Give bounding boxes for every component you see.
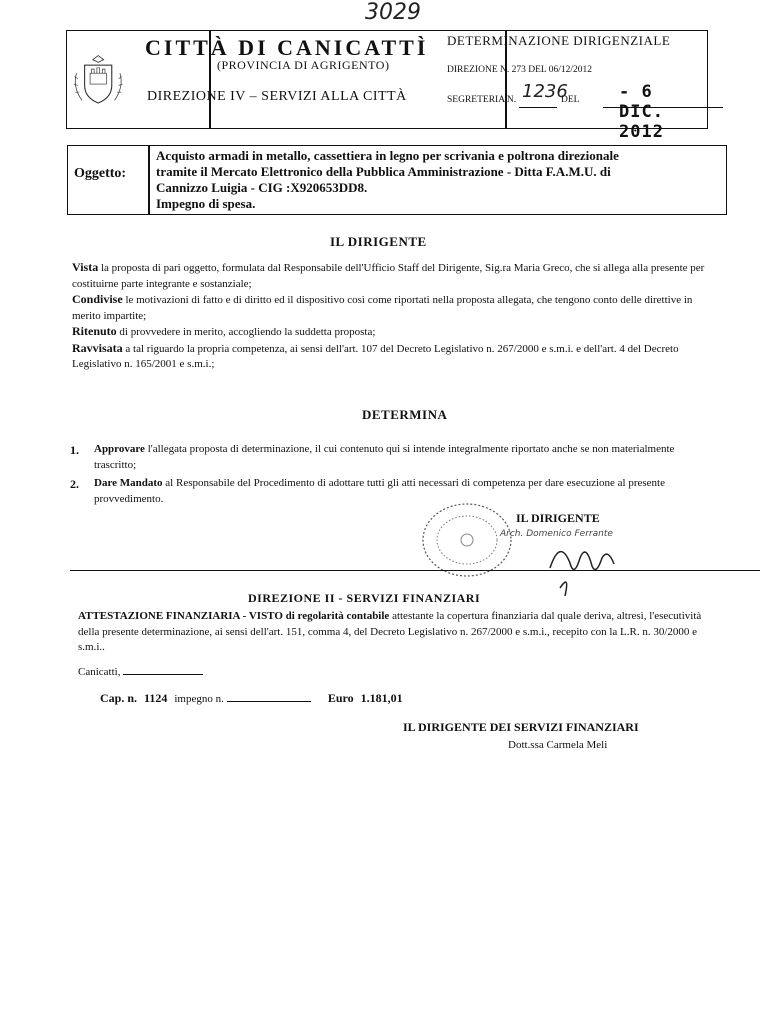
department-name: DIREZIONE IV – SERVIZI ALLA CITTÀ — [147, 89, 407, 104]
province-name: (PROVINCIA DI AGRIGENTO) — [217, 58, 390, 72]
impegno-label: impegno n. — [174, 693, 224, 705]
object-label: Oggetto: — [74, 166, 127, 181]
list-item-number: 1. — [70, 443, 79, 457]
list-item — [70, 442, 720, 476]
list-item-text: Approvare l'allegata proposta di determinazione, il cui contenuto qui si intende integralmente riportato anche se non materialmente trascritto; — [94, 443, 675, 471]
impegno-blank — [227, 701, 311, 702]
preamble-paragraph: Condivise le motivazioni di fatto e di diritto ed il dispositivo così come riportati nella proposta allegata, che tengono conto delle direttive in merito impartite; — [72, 292, 693, 322]
handwritten-page-number: 3029 — [365, 0, 421, 25]
finance-place: Canicattì, — [78, 665, 203, 681]
finance-commitment-line — [100, 691, 403, 706]
preamble — [72, 260, 712, 373]
list-item — [70, 476, 720, 510]
city-name: CITTÀ DI CANICATTÌ — [145, 35, 429, 60]
il-dirigente-heading: IL DIRIGENTE — [330, 234, 427, 249]
object-line: Acquisto armadi in metallo, cassettiera in legno per scrivania e poltrona direzionale — [156, 148, 619, 163]
object-divider — [148, 146, 150, 214]
cap-label: Cap. n. — [100, 691, 138, 705]
object-text — [156, 148, 722, 212]
object-line: Impegno di spesa. — [156, 196, 256, 211]
euro-label: Euro — [327, 691, 354, 705]
determina-heading: DETERMINA — [362, 407, 448, 422]
cap-number: 1124 — [144, 691, 168, 705]
direction-number-line: DIREZIONE N. 273 DEL 06/12/2012 — [447, 65, 593, 75]
determination-title: DETERMINAZIONE DIRIGENZIALE — [447, 33, 671, 48]
place-date-blank — [123, 674, 203, 675]
finance-signer-title: IL DIRIGENTE DEI SERVIZI FINANZIARI — [403, 720, 639, 734]
signature-title: IL DIRIGENTE — [516, 511, 600, 525]
object-line: tramite il Mercato Elettronico della Pubblica Amministrazione - Ditta F.A.M.U. di — [156, 164, 611, 179]
secretariat-number-underline — [519, 107, 557, 108]
document-header — [66, 30, 708, 142]
preamble-paragraph: Ravvisata a tal riguardo la propria competenza, ai sensi dell'art. 107 del Decreto Legislativo n. 267/2000 e s.m.i. e dell'art. 4 del Decreto Legislativo n. 165/2001 e s.m.i.; — [72, 340, 679, 370]
finance-attestation: ATTESTAZIONE FINANZIARIA - VISTO di regolarità contabile attestante la copertura finanziaria dal quale deriva, altresì, l'esecutività della presente determinazione, ai sensi dell'art. 151, comma 4, del Decreto Legislativo n. 267/2000 e s.m.i., recepito con la L.R. n. 30/2000 e s.m.i.. — [78, 610, 702, 653]
secretariat-del-label: DEL — [561, 95, 580, 105]
object-box — [67, 145, 727, 215]
secretariat-date-stamp: - 6 DIC. 2012 — [619, 82, 664, 142]
finance-signer-name: Dott.ssa Carmela Meli — [508, 739, 608, 751]
secretariat-date-underline — [603, 107, 723, 108]
signature-name: Arch. Domenico Ferrante — [500, 529, 613, 539]
secretariat-number: 1236 — [522, 81, 568, 102]
official-stamp-icon — [412, 500, 522, 580]
list-item-number: 2. — [70, 477, 79, 491]
euro-value: 1.181,01 — [360, 691, 403, 705]
object-line: Cannizzo Luigia - CIG :X920653DD8. — [156, 180, 368, 195]
city-crest-icon — [67, 37, 143, 123]
handwritten-signature-icon — [530, 528, 640, 598]
preamble-paragraph: Vista la proposta di pari oggetto, formulata dal Responsabile dell'Ufficio Staff del Dirigente, Sig.ra Maria Greco, che si allega alla presente per costituirne parte integrante e sostanziale; — [72, 260, 705, 290]
secretariat-label: SEGRETERIA N. — [447, 95, 517, 105]
section-separator — [70, 570, 760, 571]
finance-heading: DIREZIONE II - SERVIZI FINANZIARI — [248, 591, 481, 605]
list-item-text: Dare Mandato al Responsabile del Procedimento di adottare tutti gli atti necessari di competenza per dare esecuzione al presente provvedimento. — [94, 477, 665, 505]
determina-list — [70, 442, 720, 510]
preamble-paragraph: Ritenuto di provvedere in merito, accogliendo la suddetta proposta; — [72, 324, 376, 338]
